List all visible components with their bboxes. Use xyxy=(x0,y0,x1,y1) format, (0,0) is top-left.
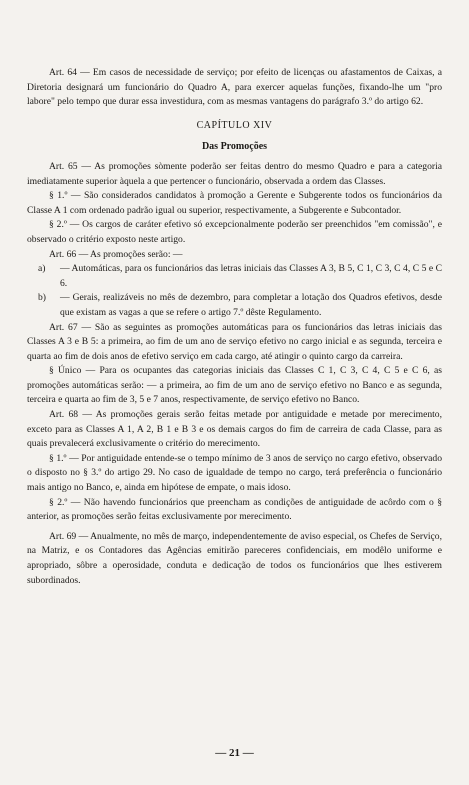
article-68-paragraph-2: § 2.º — Não havendo funcionários que preencham as condições de antiguidade de acôrdo com o § anterior, as promoções serão feitas exclusivamente por merecimento. xyxy=(27,496,442,523)
page-number: — 21 — xyxy=(215,747,254,759)
article-65: Art. 65 — As promoções sòmente poderão ser feitas dentro do mesmo Quadro e para a categoria imediatamente superior àquela a que pertencer o funcionário, observada a ordem das Classes. xyxy=(27,160,442,187)
article-65-paragraph-2: § 2.º — Os cargos de caráter efetivo só excepcionalmente poderão ser preenchidos "em comissão", e observado o critério exposto neste artigo. xyxy=(27,219,442,245)
article-66-item-a xyxy=(27,262,442,291)
article-65-paragraph-1: § 1.º — São considerados candidatos à promoção a Gerente e Subgerente todos os funcionários da Classe A 1 com ordenado padrão igual ou superior, respectivamente, a Subgerente e Subcontador. xyxy=(27,190,442,216)
article-67: Art. 67 — São as seguintes as promoções automáticas para os funcionários das letras iniciais das Classes A 3 e B 5: a primeira, ao fim de um ano de serviço efetivo no cargo inicial e as segunda, terceira e quarta ao fim de dois anos de efetivo serviço em cada cargo, até atingir o quinto cargo da carreira. xyxy=(27,321,442,362)
item-a-text: — Automáticas, para os funcionários das letras iniciais das Classes A 3, B 5, C 1, C 3, C 4, C 5 e C 6. xyxy=(60,263,442,289)
article-69: Art. 69 — Anualmente, no mês de março, independentemente de aviso especial, os Chefes de Serviço, na Matriz, e os Contadores das Agências emitirão pareceres confidenciais, em modêlo uniforme e apropriado, sôbre a operosidade, conduta e dedicação de todos os funcionários que lhes estiverem subordinados. xyxy=(27,530,442,586)
section-title: Das Promoções xyxy=(201,141,268,153)
article-66-item-b xyxy=(27,291,442,320)
item-a-label: a) xyxy=(38,263,46,275)
article-64: Art. 64 — Em casos de necessidade de serviço; por efeito de licenças ou afastamentos de Caixas, a Diretoria designará um funcionário do Quadro A, para exercer aquelas funções, fixando-lhe um "pro labore" pelo tempo que durar essa investidura, com as mesmas vantagens do parágrafo 3.º do artigo 62. xyxy=(27,67,442,108)
article-68-paragraph-1: § 1.º — Por antiguidade entende-se o tempo mínimo de 3 anos de serviço no cargo efetivo, observado o disposto no § 3.º do artigo 29. No caso de igualdade de tempo no cargo, terá preferência o funcionário mais antigo no Banco, e, ainda em hipótese de empate, o mais idoso. xyxy=(27,452,442,494)
article-67-sole-paragraph: § Único — Para os ocupantes das categorias iniciais das Classes C 1, C 3, C 4, C 5 e C 6, as promoções automáticas serão: — a primeira, ao fim de um ano de serviço efetivo no Banco e as segunda, terceira e quarta ao fim de 3, 5 e 7 anos, respectivamente, de serviço efetivo no Banco. xyxy=(27,365,442,406)
article-68: Art. 68 — As promoções gerais serão feitas metade por antiguidade e metade por merecimento, exceto para as Classes A 1, A 2, B 1 e B 3 e os demais cargos do fim de carreira de cada Classe, para as quais prevalecerá exclusivamente o critério do merecimento. xyxy=(27,409,442,450)
item-b-text: — Gerais, realizáveis no mês de dezembro, para completar a lotação dos Quadros efetivos, desde que existam as vagas a que se refere o artigo 7.º dêste Regulamento. xyxy=(60,292,442,318)
article-66: Art. 66 — As promoções serão: — xyxy=(49,248,183,260)
chapter-heading: CAPÍTULO XIV xyxy=(196,119,273,131)
item-b-label: b) xyxy=(38,292,46,304)
